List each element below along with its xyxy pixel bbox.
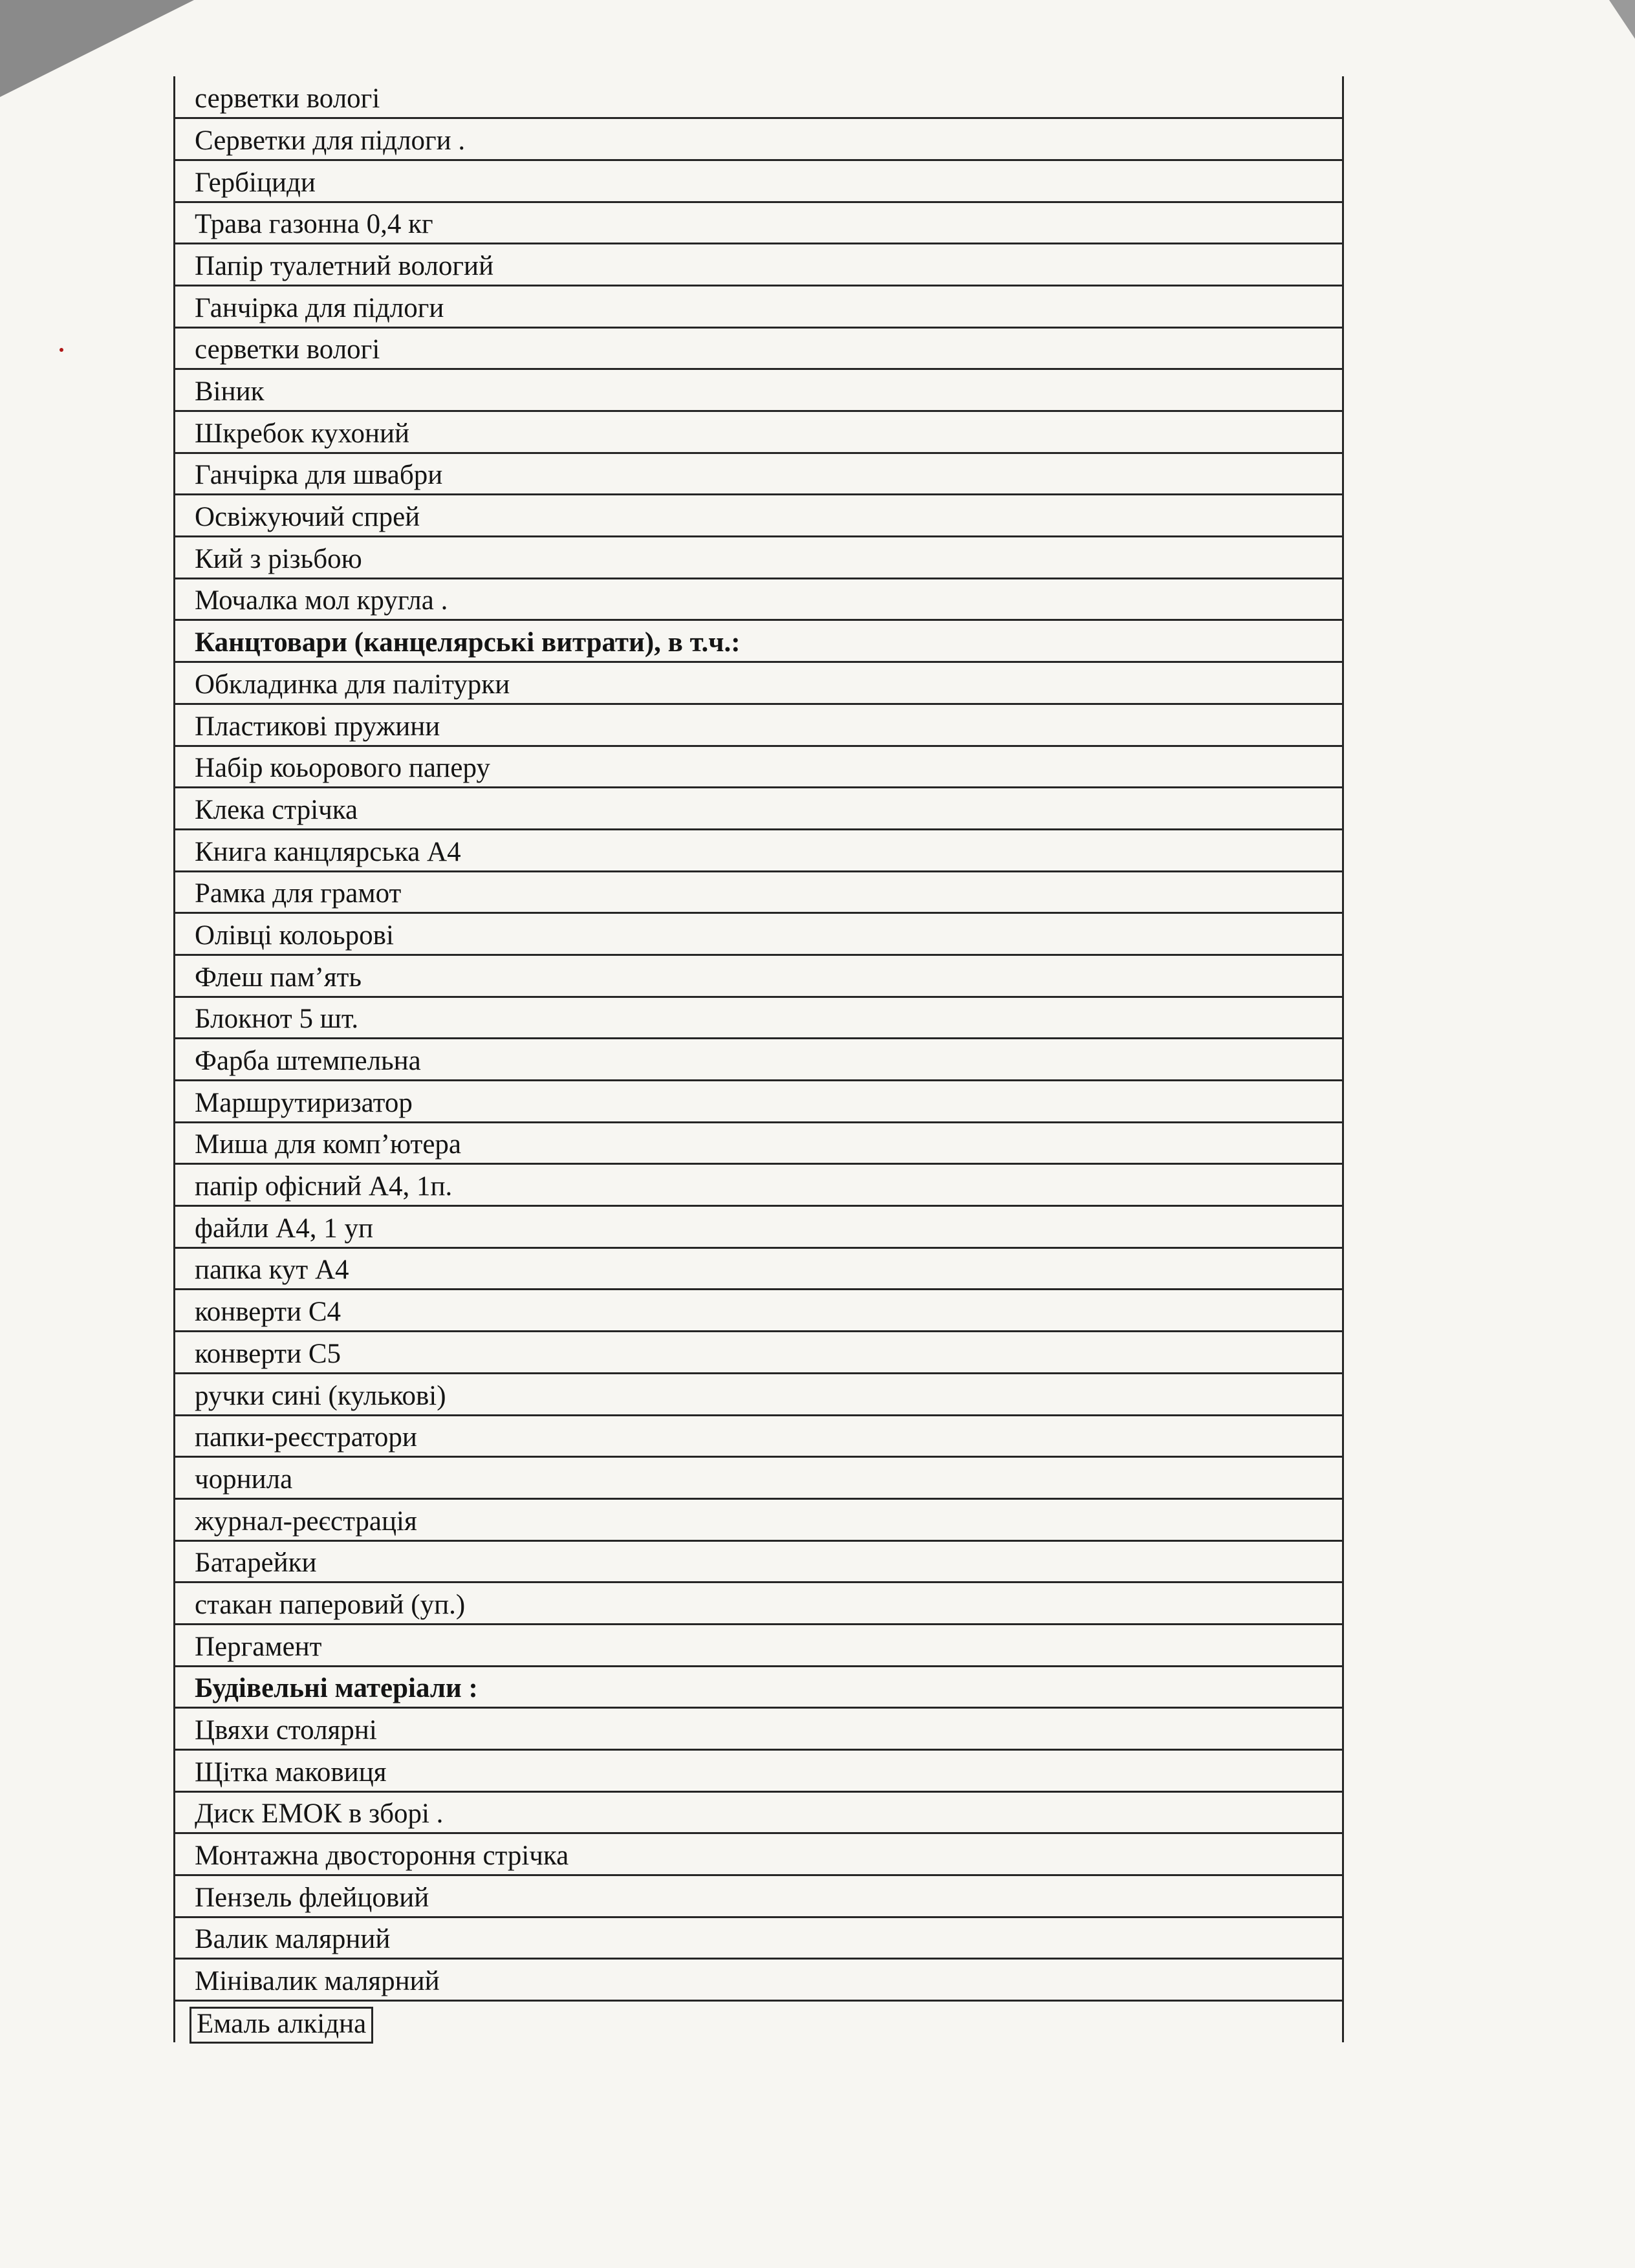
item-text: Пергамент [195, 1631, 322, 1662]
item-text: конверти С5 [195, 1338, 341, 1369]
table-row [175, 1290, 1343, 1332]
table-row [175, 1206, 1343, 1248]
item-text: стакан паперовий (уп.) [195, 1589, 466, 1620]
table-row [175, 244, 1343, 286]
table-row [175, 829, 1343, 871]
item-text: папір офісний А4, 1п. [195, 1171, 453, 1202]
item-cell [175, 1540, 1343, 1582]
item-cell [175, 1081, 1343, 1123]
table-row [175, 913, 1343, 955]
table-row [175, 495, 1343, 537]
table-row [175, 1415, 1343, 1457]
table-row [175, 1959, 1343, 2001]
item-text: Рамка для грамот [195, 878, 402, 909]
item-text: Обкладинка для палітурки [195, 669, 510, 700]
item-cell [175, 285, 1343, 327]
table-row [175, 788, 1343, 830]
item-cell [175, 913, 1343, 955]
item-text: Кий з різьбою [195, 543, 362, 574]
item-text: Набір коьорового паперу [195, 753, 490, 784]
table-row [175, 1540, 1343, 1582]
table-row [175, 1247, 1343, 1290]
table-row [175, 1498, 1343, 1540]
item-cell [175, 160, 1343, 202]
table-row [175, 1624, 1343, 1666]
table-row [175, 1332, 1343, 1374]
item-text: Мочалка мол кругла . [195, 585, 448, 616]
item-text: Фарба штемпельна [195, 1046, 421, 1076]
table-row [175, 1081, 1343, 1123]
item-text: Диск ЕМОК в зборі . [195, 1798, 444, 1830]
item-text: Клека стрічка [195, 794, 358, 825]
item-cell [175, 788, 1343, 830]
item-text: Олівці колоьрові [195, 920, 394, 951]
item-cell [175, 202, 1343, 244]
item-cell [175, 369, 1343, 411]
items-table-body [175, 76, 1343, 2042]
table-row [175, 1582, 1343, 1625]
item-cell [175, 1457, 1343, 1499]
table-row [175, 1917, 1343, 1959]
item-cell [175, 453, 1343, 495]
section-heading-text: Будівельні матеріали : [195, 1673, 478, 1704]
table-row [175, 704, 1343, 746]
section-heading-cell [175, 620, 1343, 662]
item-cell [175, 1122, 1343, 1164]
item-cell [175, 1833, 1343, 1875]
item-cell [175, 1708, 1343, 1750]
item-cell [175, 244, 1343, 286]
table-row [175, 1122, 1343, 1164]
item-text: серветки вологі [195, 83, 380, 114]
item-text: ручки сині (кулькові) [195, 1380, 446, 1411]
torn-corner [0, 0, 194, 97]
table-row [175, 1666, 1343, 1708]
item-cell [175, 327, 1343, 369]
section-heading-text: Канцтовари (канцелярські витрати), в т.ч.: [195, 627, 741, 658]
item-cell [175, 1750, 1343, 1792]
table-row [175, 1373, 1343, 1415]
item-cell [175, 1164, 1343, 1206]
table-row [175, 76, 1343, 118]
item-cell [175, 871, 1343, 913]
item-text: Валик малярний [195, 1924, 391, 1955]
item-text: Ганчірка для підлоги [195, 292, 444, 323]
item-text: Гербіциди [195, 167, 316, 198]
item-cell [175, 704, 1343, 746]
item-text: Батарейки [195, 1548, 317, 1579]
item-cell [175, 118, 1343, 160]
item-text: Книга канцлярська А4 [195, 836, 461, 867]
item-cell [175, 997, 1343, 1039]
item-cell [175, 1415, 1343, 1457]
item-text: Пензель флейцовий [195, 1882, 429, 1913]
item-text: Папір туалетний вологий [195, 250, 494, 281]
table-row [175, 537, 1343, 579]
item-cell [175, 746, 1343, 788]
table-row [175, 327, 1343, 369]
item-cell [175, 1206, 1343, 1248]
item-text: Мінівалик малярний [195, 1966, 440, 1997]
table-row [175, 285, 1343, 327]
item-text: Миша для комп’ютера [195, 1129, 462, 1160]
table-row [175, 871, 1343, 913]
table-row [175, 662, 1343, 704]
table-row [175, 202, 1343, 244]
item-cell [175, 495, 1343, 537]
item-cell [175, 1624, 1343, 1666]
table-row [175, 1708, 1343, 1750]
items-table [173, 76, 1344, 2042]
item-cell [175, 1582, 1343, 1625]
item-cell [175, 829, 1343, 871]
section-heading-cell [175, 1666, 1343, 1708]
table-row [175, 1791, 1343, 1833]
table-row [175, 578, 1343, 620]
table-row [175, 997, 1343, 1039]
folded-corner [1609, 0, 1635, 39]
item-text: Віник [195, 376, 265, 407]
item-cell [175, 1247, 1343, 1290]
item-text: чорнила [195, 1463, 293, 1495]
item-text: Щітка маковиця [195, 1756, 387, 1787]
item-cell [175, 1039, 1343, 1081]
item-cell [175, 1959, 1343, 2001]
table-row [175, 1039, 1343, 1081]
item-text: журнал-реєстрація [195, 1506, 417, 1537]
item-text: файли А4, 1 уп [195, 1213, 373, 1244]
table-row [175, 160, 1343, 202]
item-cell [175, 1791, 1343, 1833]
table-row [175, 620, 1343, 662]
table-row [175, 2001, 1343, 2043]
table-row [175, 1750, 1343, 1792]
item-text: Трава газонна 0,4 кг [195, 209, 433, 240]
table-row [175, 746, 1343, 788]
table-row [175, 1457, 1343, 1499]
item-text: Освіжуючий спрей [195, 502, 420, 533]
item-cell [175, 1373, 1343, 1415]
item-text: Монтажна двостороння стрічка [195, 1841, 569, 1872]
table-row [175, 453, 1343, 495]
item-text: Пластикові пружини [195, 711, 440, 742]
item-text: серветки вологі [195, 334, 380, 365]
item-cell [175, 537, 1343, 579]
item-cell [175, 1875, 1343, 1917]
item-text: Флеш пам’ять [195, 962, 362, 993]
table-row [175, 118, 1343, 160]
item-cell [175, 578, 1343, 620]
item-cell [175, 2001, 1343, 2043]
table-row [175, 1164, 1343, 1206]
item-cell [175, 1332, 1343, 1374]
item-text: Емаль алкідна [189, 2007, 373, 2044]
table-row [175, 369, 1343, 411]
item-cell [175, 411, 1343, 453]
item-text: конверти С4 [195, 1297, 341, 1328]
item-cell [175, 662, 1343, 704]
table-row [175, 1833, 1343, 1875]
item-text: Блокнот 5 шт. [195, 1004, 359, 1035]
item-text: Ганчірка для швабри [195, 460, 443, 491]
item-cell [175, 1290, 1343, 1332]
item-text: Шкребок кухоний [195, 418, 410, 449]
item-cell [175, 1917, 1343, 1959]
table-row [175, 411, 1343, 453]
item-cell [175, 76, 1343, 118]
item-text: Маршрутиризатор [195, 1087, 413, 1118]
ink-speck [60, 348, 63, 352]
item-text: Серветки для підлоги . [195, 125, 466, 156]
item-text: папка кут А4 [195, 1255, 349, 1286]
item-cell [175, 955, 1343, 997]
table-row [175, 1875, 1343, 1917]
item-text: Цвяхи столярні [195, 1715, 377, 1745]
item-cell [175, 1498, 1343, 1540]
item-text: папки-реєстратори [195, 1422, 417, 1453]
table-row [175, 955, 1343, 997]
